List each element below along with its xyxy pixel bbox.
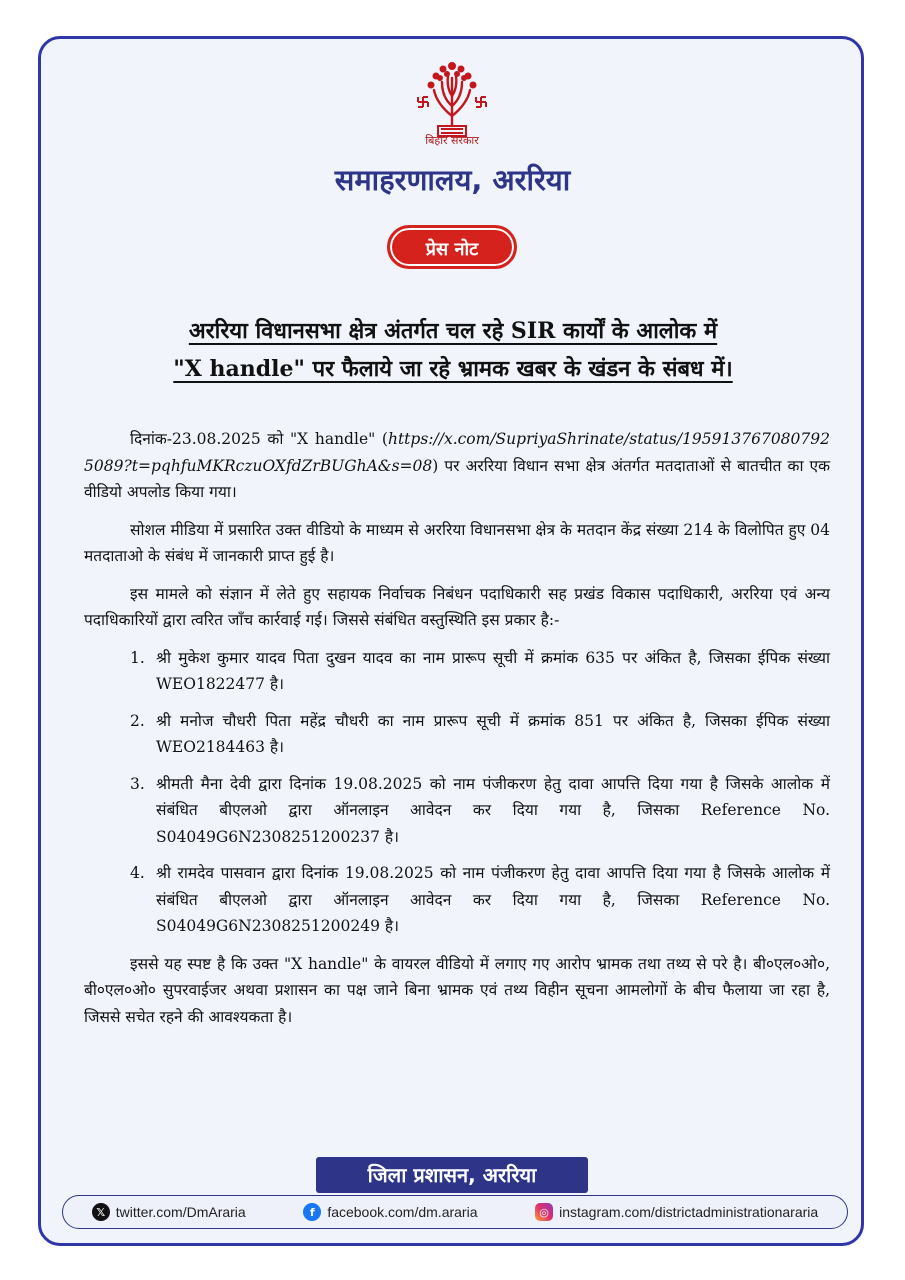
social-links-bar — [62, 1195, 848, 1229]
headline-line-2: "X handle" पर फैलाये जा रहे भ्रामक खबर के खंडन के संबध में। — [173, 356, 733, 382]
paragraph-1 — [84, 426, 830, 506]
list-number: 2. — [130, 711, 145, 730]
paragraph-1-start: दिनांक-23.08.2025 को "X handle" ( — [130, 430, 388, 448]
instagram-link[interactable] — [535, 1203, 818, 1221]
press-note-badge: प्रेस नोट — [387, 225, 517, 269]
twitter-url: twitter.com/DmAraria — [115, 1204, 246, 1220]
logo-caption: बिहार सरकार — [425, 134, 479, 147]
facebook-link[interactable] — [303, 1203, 477, 1221]
facebook-url: facebook.com/dm.araria — [327, 1204, 478, 1220]
list-number: 3. — [130, 774, 145, 793]
body-text — [84, 426, 830, 1041]
instagram-url: instagram.com/districtadministrationararia — [559, 1204, 819, 1220]
headline — [64, 312, 842, 388]
list-item — [84, 708, 830, 761]
list-number: 1. — [130, 648, 145, 667]
paragraph-2: सोशल मीडिया में प्रसारित उक्त वीडियो के माध्यम से अररिया विधानसभा क्षेत्र के मतदान केंद्र संख्या 214 के विलोपित हुए 04 मतदाताओ के संबंध में जानकारी प्राप्त हुई है। — [84, 520, 830, 565]
list-text: श्री मुकेश कुमार यादव पिता दुखन यादव का नाम प्रारूप सूची में क्रमांक 635 पर अंकित है, जिसका ईपिक संख्या WEO1822477 है। — [156, 648, 830, 693]
list-item — [84, 771, 830, 851]
headline-line-1: अररिया विधानसभा क्षेत्र अंतर्गत चल रहे SIR कार्यों के आलोक में — [188, 318, 718, 344]
list-text: श्री मनोज चौधरी पिता महेंद्र चौधरी का नाम प्रारूप सूची में क्रमांक 851 पर अंकित है, जिसका ईपिक संख्या WEO2184463 है। — [156, 711, 831, 756]
list-number: 4. — [130, 864, 145, 882]
twitter-link[interactable] — [92, 1203, 246, 1221]
paragraph-3: इस मामले को संज्ञान में लेते हुए सहायक निर्वाचक निबंधन पदाधिकारी सह प्रखंड विकास पदाधिकारी, अररिया एवं अन्य पदाधिकारियों द्वारा त्वरित जाँच कार्रवाई गई। जिससे संबंधित वस्तुस्थिति इस प्रकार है:- — [84, 584, 830, 629]
list-text: श्रीमती मैना देवी द्वारा दिनांक 19.08.2025 को नाम पंजीकरण हेतु दावा आपत्ति दिया गया है जिसके आलोक में संबंधित बीएलओ द्वारा ऑनलाइन आवेदन कर दिया गया है, जिसका Reference No. S04049G6N2308251200237 है। — [156, 774, 830, 846]
x-logo-icon: 𝕏 — [92, 1203, 110, 1221]
list-text: श्री रामदेव पासवान द्वारा दिनांक 19.08.2025 को नाम पंजीकरण हेतु दावा आपत्ति दिया गया है जिसके आलोक में संबंधित बीएलओ द्वारा ऑनलाइन आवेदन कर दिया गया है, जिसका Reference No. S04049G6N2308251200249 है। — [156, 864, 830, 935]
x-post-link[interactable]: https://x.com/SupriyaShrinate/status/1959137670807925089?t=pqhfuMKRczuOXfdZrBUGhA&s=08 — [84, 430, 830, 475]
paragraph-4: इससे यह स्पष्ट है कि उक्त "X handle" के वायरल वीडियो में लगाए गए आरोप भ्रामक तथा तथ्य से परे है। बी०एल०ओ०, बी०एल०ओ० सुपरवाईजर अथवा प्रशासन का पक्ष जाने बिना भ्रामक एवं तथ्य विहीन सूचना आमलोगों के बीच फैलाया जा रहा है, जिससे सचेत रहने की आवश्यकता है। — [84, 954, 830, 1026]
facebook-icon: f — [303, 1203, 321, 1221]
footer-title: जिला प्रशासन, अररिया — [316, 1157, 588, 1193]
paragraph-1-end: ) पर अररिया विधान सभा क्षेत्र अंतर्गत मतदाताओं से बातचीत का एक वीडियो अपलोड किया गया। — [84, 456, 830, 501]
findings-list — [84, 645, 830, 940]
instagram-icon: ◎ — [535, 1203, 553, 1221]
list-item — [84, 645, 830, 698]
list-item — [84, 860, 830, 940]
office-title: समाहरणालय, अररिया — [334, 163, 571, 197]
